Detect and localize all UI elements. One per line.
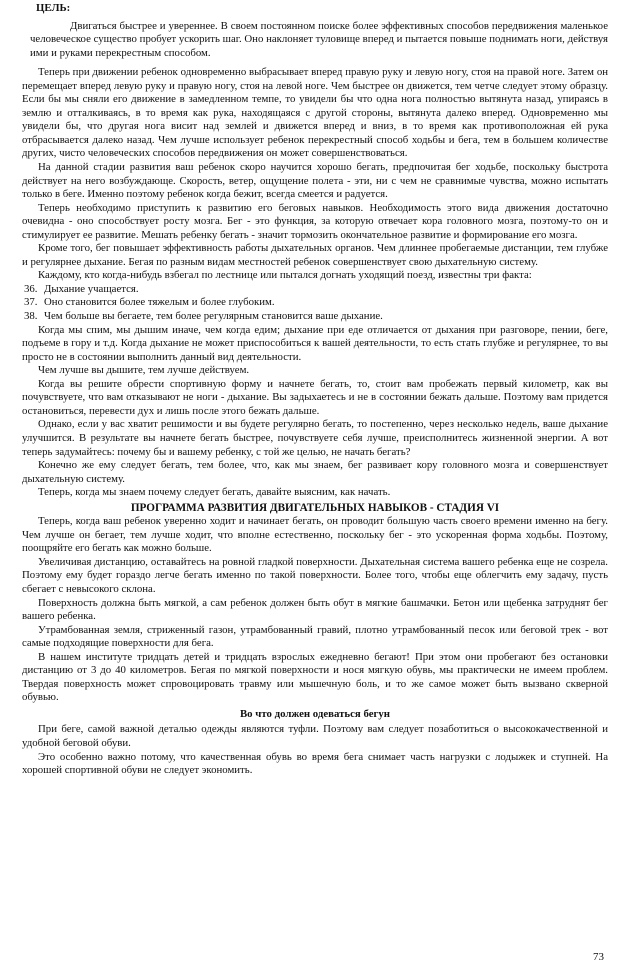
list-item: [24, 283, 608, 297]
paragraph: Конечно же ему следует бегать, тем более, что, как мы знаем, бег развивает кору головного мозга и совершенствует дыхательную систему.: [22, 459, 608, 485]
page-number: 73: [593, 951, 604, 964]
list-text: Чем больше вы бегаете, тем более регулярным становится ваше дыхание.: [44, 310, 383, 323]
paragraph: Теперь, когда ваш ребенок уверенно ходит и начинает бегать, он проводит большую часть своего времени именно на бегу. Чем лучше он бегает, тем лучше ходит, что вполне естественно, поскольку бег - это ускоренная форма ходьбы. Поэтому, поощряйте его бегать как можно больше.: [22, 515, 608, 555]
body-section-d: [22, 723, 608, 777]
paragraph: Кроме того, бег повышает эффективность работы дыхательных органов. Чем длиннее пробегаемые дистанции, тем глубже и регулярнее дыхание. Бегая по разным видам местностей ребенок совершенствует свою дыхательную систему.: [22, 242, 608, 268]
body-section-c: [22, 515, 608, 705]
paragraph: На данной стадии развития ваш ребенок скоро научится хорошо бегать, предпочитая бег ходьбе, поскольку быстрота действует на него возбуждающе. Скорость, ветер, ощущение полета - эти, ни с чем не сравнимые чувства, можно испытать только в беге. Именно поэтому ребенок когда бежит, всегда смеется и радуется.: [22, 161, 608, 201]
paragraph: Когда мы спим, мы дышим иначе, чем когда едим; дыхание при еде отличается от дыхания при разговоре, пении, беге, подъеме в гору и т.д. Когда дыхание не может приспособиться к вашей деятельности, то есть стать глубже и регулярнее, то вы просто не в состоянии выполнить данный вид деятельности.: [22, 323, 608, 363]
list-number: 36.: [24, 282, 38, 295]
subsection-title: Во что должен одеваться бегун: [239, 707, 391, 720]
list-item: [24, 296, 608, 310]
paragraph: Теперь, когда мы знаем почему следует бегать, давайте выясним, как начать.: [38, 486, 391, 499]
list-number: 38.: [24, 310, 38, 323]
body-section-a: [22, 66, 608, 283]
list-item: [24, 310, 608, 324]
paragraph: Чем лучше вы дышите, тем лучше действуем.: [38, 364, 250, 377]
paragraph: Когда вы решите обрести спортивную форму и начнете бегать, то, стоит вам пробежать первый километр, как вы почувствуете, что вам отказывают не ноги - дыхание. Вы задыхаетесь и не в состоянии бежать дальше. Поэтому вам придется остановиться, перевести дух и лишь после этого бежать дальше.: [22, 377, 608, 417]
goal-text: Двигаться быстрее и увереннее. В своем постоянном поиске более эффективных способов передвижения маленькое человеческое существо пробует ускорить шаг. Оно наклоняет туловище вперед и пытается повыше поднимать ноги, действуя ими и руками перекрестным способом.: [30, 19, 608, 59]
paragraph: При беге, самой важной деталью одежды являются туфли. Поэтому вам следует позаботиться о высококачественной и удобной беговой обуви.: [22, 723, 608, 749]
paragraph: Однако, если у вас хватит решимости и вы будете регулярно бегать, то постепенно, через несколько недель, ваше дыхание улучшится. В результате вы начнете бегать быстрее, почувствуете себя лучше, преисполнитесь жизненной энергии. А вот теперь задумайтесь: почему бы и вашему ребенку, с той же целью, не начать бегать?: [22, 418, 608, 458]
list-text: Оно становится более тяжелым и более глубоким.: [44, 296, 275, 309]
paragraph: Утрамбованная земля, стриженный газон, утрамбованный гравий, плотно утрамбованный песок или беговой трек - вот самые подходящие поверхности для бега.: [22, 623, 608, 650]
paragraph: Увеличивая дистанцию, оставайтесь на ровной гладкой поверхности. Дыхательная система вашего ребенка еще не созрела. Поэтому ему будет гораздо легче бегать именно по такой поверхности. Более того, чтобы еще облегчить ему задачу, пусть сбегает с невысокого склона.: [22, 555, 608, 595]
paragraph: Это особенно важно потому, что качественная обувь во время бега снимает часть нагрузки с лодыжек и ступней. На хорошей спортивной обуви не следует экономить.: [22, 750, 608, 777]
list-text: Дыхание учащается.: [44, 282, 139, 295]
paragraph: Теперь необходимо приступить к развитию его беговых навыков. Необходимость этого вида движения достаточно очевидна - оно способствует росту мозга. Бег - это функция, за которую отвечает кора головного мозга, поэтому-то он и стимулирует ее развитие. Мешать ребенку бегать - значит тормозить окончательное развитие и формирование его мозга.: [22, 201, 608, 241]
facts-list: [22, 283, 608, 324]
paragraph: В нашем институте тридцать детей и тридцать взрослых ежедневно бегают! При этом они пробегают без остановки дистанцию от 3 до 40 километров. Бегая по мягкой поверхности и нося мягкую обувь, мы практически не имеем проблем. Твердая поверхность может спровоцировать травму или мышечную боль, и то же самое может быть вызвано скверной обувью.: [22, 650, 608, 704]
paragraph: Каждому, кто когда-нибудь взбегал по лестнице или пытался догнать уходящий поезд, известны три факта:: [38, 269, 532, 282]
section-title: ПРОГРАММА РАЗВИТИЯ ДВИГАТЕЛЬНЫХ НАВЫКОВ - СТАДИЯ VI: [130, 501, 500, 514]
paragraph: Поверхность должна быть мягкой, а сам ребенок должен быть обут в мягкие башмачки. Бетон или щебенка затруднят бег вашего ребенка.: [22, 596, 608, 623]
goal-heading: ЦЕЛЬ:: [36, 2, 71, 14]
paragraph: Теперь при движении ребенок одновременно выбрасывает вперед правую руку и левую ногу, стоя на правой ноге. Затем он перемещает вперед левую руку и правую ногу, стоя на левой ноге. Чем быстрее он движется, тем четче следует этому образцу. Если бы мы сняли его движение в замедленном темпе, то увидели бы что одна нога полностью вытянута назад, упираясь в землю и отталкиваясь, в то время как рука, находящаяся с другой стороны, вытянута далеко вперед. Одновременно мы увидели бы, что другая нога висит над землей и движется вперед и вниз, в то время как противоположная ей рука отбрасывается далеко назад. Чем лучше использует ребенок перекрестный способ ходьбы и бега, тем в большем количестве других, чисто человеческих способов передвижения он может совершенствоваться.: [22, 66, 608, 160]
list-number: 37.: [24, 296, 38, 309]
body-section-b: [22, 324, 608, 500]
